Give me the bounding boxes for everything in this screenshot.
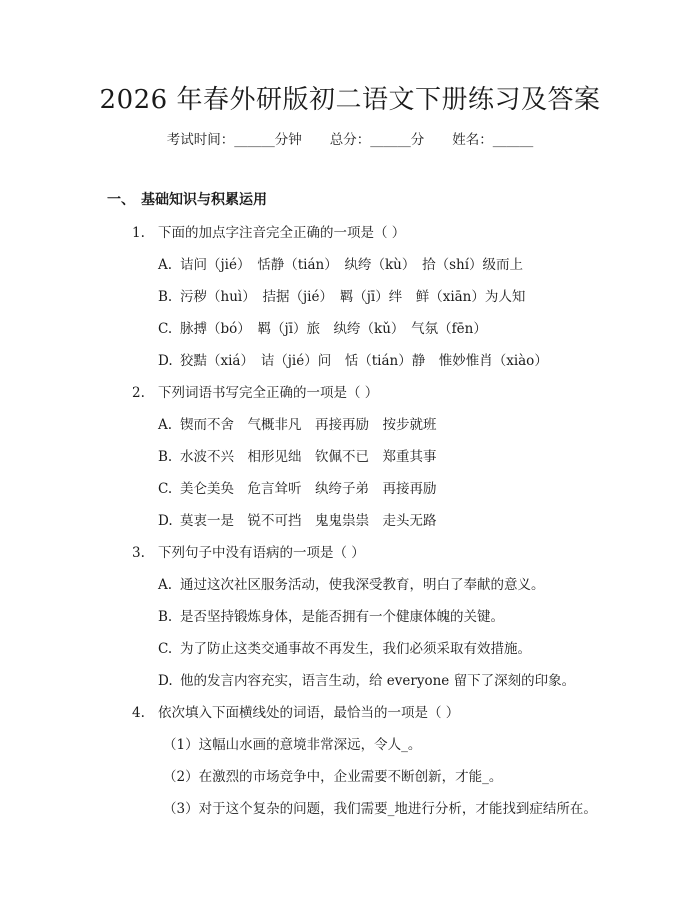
option-letter: B. xyxy=(158,289,173,305)
question-3-option-b xyxy=(158,606,504,628)
student-name-field: 姓名：______ xyxy=(452,132,534,148)
question-2-option-c xyxy=(158,478,437,500)
section-title: 基础知识与积累运用 xyxy=(141,192,267,208)
question-4 xyxy=(132,702,459,724)
option-letter: C. xyxy=(158,481,173,497)
option-text: 美仑美奂 危言耸听 纨绔子弟 再接再励 xyxy=(180,481,437,497)
question-1-option-b xyxy=(158,286,525,308)
question-number: 3. xyxy=(132,545,145,561)
option-text: 污秽（huì） 拮据（jié） 羁（jī）绊 鲜（xiān）为人知 xyxy=(180,289,526,305)
option-text: 是否坚持锻炼身体，是能否拥有一个健康体魄的关键。 xyxy=(180,609,504,625)
question-text: 下列句子中没有语病的一项是（ ） xyxy=(158,545,365,561)
option-text: 水波不兴 相形见绌 钦佩不已 郑重其事 xyxy=(180,449,437,465)
option-text: 他的发言内容充实，语言生动，给 everyone 留下了深刻的印象。 xyxy=(180,673,576,689)
option-text: 莫衷一是 锐不可挡 鬼鬼祟祟 走头无路 xyxy=(180,513,437,529)
section-number: 一、 xyxy=(107,192,135,208)
question-4-sub-1: （1）这幅山水画的意境非常深远，令人_。 xyxy=(163,737,422,753)
question-text: 下面的加点字注音完全正确的一项是（ ） xyxy=(158,225,406,241)
section-heading-1 xyxy=(107,189,267,211)
option-letter: A. xyxy=(158,417,173,433)
option-letter: D. xyxy=(158,353,173,369)
question-2-option-b xyxy=(158,446,437,468)
question-1-option-c xyxy=(158,318,487,340)
option-text: 诘问（jié） 恬静（tián） 纨绔（kù） 拾（shí）级而上 xyxy=(180,257,524,273)
option-letter: C. xyxy=(158,641,173,657)
question-3-option-d xyxy=(158,670,575,692)
question-2 xyxy=(132,382,378,404)
exam-info-line xyxy=(0,129,700,151)
question-2-option-d xyxy=(158,510,437,532)
question-4-sub-2: （2）在激烈的市场竞争中，企业需要不断创新，才能_。 xyxy=(163,769,503,785)
question-3-option-a xyxy=(158,574,545,596)
question-3 xyxy=(132,542,365,564)
option-text: 狡黠（xiá） 诘（jié）问 恬（tián）静 惟妙惟肖（xiào） xyxy=(180,353,548,369)
option-letter: C. xyxy=(158,321,173,337)
question-2-option-a xyxy=(158,414,437,436)
question-number: 1. xyxy=(132,225,145,241)
option-text: 脉搏（bó） 羁（jī）旅 纨绔（kǔ） 气氛（fēn） xyxy=(180,321,487,337)
option-letter: A. xyxy=(158,257,173,273)
question-1 xyxy=(132,222,405,244)
question-text: 依次填入下面横线处的词语，最恰当的一项是（ ） xyxy=(158,705,460,721)
option-text: 通过这次社区服务活动，使我深受教育，明白了奉献的意义。 xyxy=(180,577,545,593)
question-4-sub-3: （3）对于这个复杂的问题，我们需要_地进行分析，才能找到症结所在。 xyxy=(163,801,597,817)
option-letter: D. xyxy=(158,673,173,689)
option-letter: A. xyxy=(158,577,173,593)
total-score-field: 总分：______分 xyxy=(329,132,425,148)
question-1-option-a xyxy=(158,254,523,276)
question-text: 下列词语书写完全正确的一项是（ ） xyxy=(158,385,379,401)
question-number: 4. xyxy=(132,705,145,721)
question-1-option-d xyxy=(158,350,548,372)
question-number: 2. xyxy=(132,385,145,401)
question-3-option-c xyxy=(158,638,531,660)
option-text: 为了防止这类交通事故不再发生，我们必须采取有效措施。 xyxy=(180,641,531,657)
option-letter: D. xyxy=(158,513,173,529)
option-text: 锲而不舍 气概非凡 再接再励 按步就班 xyxy=(180,417,437,433)
option-letter: B. xyxy=(158,449,173,465)
exam-time-field: 考试时间：______分钟 xyxy=(166,132,302,148)
option-letter: B. xyxy=(158,609,173,625)
document-title: 2026 年春外研版初二语文下册练习及答案 xyxy=(99,85,601,115)
